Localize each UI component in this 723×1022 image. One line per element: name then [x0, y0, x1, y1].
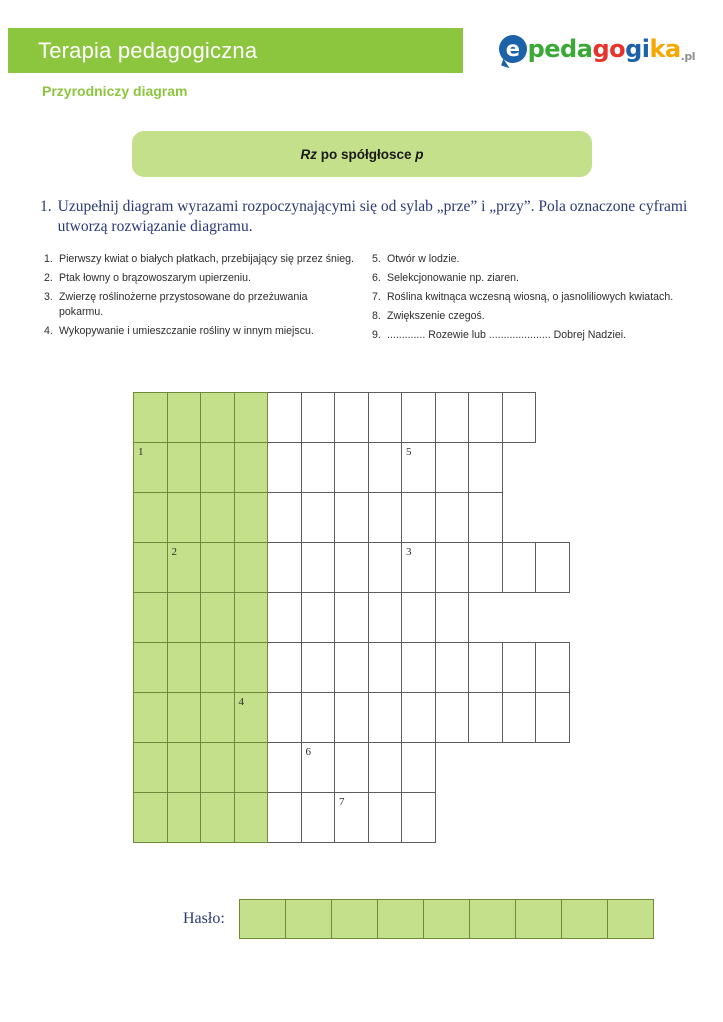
clue-number: 7. [372, 291, 381, 304]
crossword-cell[interactable] [401, 792, 436, 843]
crossword-cell-highlight[interactable] [200, 792, 235, 843]
clue-text: Zwierzę roślinożerne przystosowane do przeżuwania pokarmu. [59, 291, 308, 319]
crossword-cell-highlight[interactable] [200, 692, 235, 743]
topic-middle: po spółgłosce [316, 146, 416, 162]
logo-part-ka: ka [649, 35, 681, 63]
crossword-cell[interactable] [334, 492, 369, 543]
crossword-cell-highlight[interactable] [200, 442, 235, 493]
crossword-cell-highlight[interactable] [200, 592, 235, 643]
crossword-cell-highlight[interactable] [167, 542, 202, 593]
clue-text: Pierwszy kwiat o białych płatkach, przebijający się przez śnieg. [59, 253, 354, 265]
logo-part-go: go [592, 35, 626, 63]
crossword-cell[interactable] [401, 492, 436, 543]
haslo-cell[interactable] [377, 899, 424, 939]
crossword-cell-highlight[interactable] [200, 542, 235, 593]
clue-column-right [372, 252, 682, 347]
clue-number: 9. [372, 329, 381, 342]
crossword-cell[interactable] [334, 792, 369, 843]
haslo-label: Hasło: [183, 910, 225, 927]
haslo-cell[interactable] [561, 899, 608, 939]
crossword-cell[interactable] [468, 392, 503, 443]
haslo-cell[interactable] [331, 899, 378, 939]
haslo-cell[interactable] [423, 899, 470, 939]
crossword-cell[interactable] [267, 642, 302, 693]
clue-text: Roślina kwitnąca wczesną wiosną, o jasnoliliowych kwiatach. [387, 291, 674, 304]
crossword-cell-highlight[interactable] [133, 392, 168, 443]
crossword-cell[interactable] [301, 792, 336, 843]
haslo-answer-row [239, 899, 653, 939]
crossword-cell[interactable] [301, 592, 336, 643]
clue-item [372, 271, 682, 286]
crossword-cell[interactable] [468, 492, 503, 543]
logo-suffix: .pl [680, 50, 695, 63]
clue-number: 3. [44, 291, 53, 304]
crossword-cell-highlight[interactable] [167, 792, 202, 843]
crossword-cell[interactable] [267, 442, 302, 493]
crossword-cell[interactable] [468, 642, 503, 693]
crossword-cell[interactable] [502, 392, 537, 443]
clue-item [372, 290, 682, 305]
crossword-cell[interactable] [267, 592, 302, 643]
crossword-cell[interactable] [368, 692, 403, 743]
crossword-cell-highlight[interactable] [200, 492, 235, 543]
clue-item [372, 309, 682, 324]
crossword-cell[interactable] [468, 542, 503, 593]
crossword-cell[interactable] [368, 742, 403, 793]
clue-text: Zwiększenie czegoś. [387, 310, 485, 323]
crossword-cell[interactable] [267, 392, 302, 443]
crossword-cell-highlight[interactable] [167, 492, 202, 543]
crossword-cell[interactable] [502, 542, 537, 593]
crossword-cell[interactable] [535, 542, 570, 593]
logo-part-gi: gi [625, 35, 650, 63]
clue-lists [44, 252, 684, 347]
crossword-cell-highlight[interactable] [234, 692, 269, 743]
crossword-cell[interactable] [267, 792, 302, 843]
crossword-row [133, 742, 569, 792]
crossword-cell[interactable] [502, 642, 537, 693]
crossword-cell-number: 6 [305, 746, 311, 758]
crossword-cell[interactable] [301, 642, 336, 693]
epedagogika-logo [499, 32, 695, 66]
instruction-text: Uzupełnij diagram wyrazami rozpoczynającymi się od sylab „prze” i „przy”. Pola oznaczone cyframi utworzą rozwiązanie diagramu. [57, 198, 688, 236]
haslo-cell[interactable] [469, 899, 516, 939]
crossword-cell-highlight[interactable] [234, 492, 269, 543]
crossword-cell[interactable] [334, 642, 369, 693]
clue-item [44, 290, 354, 320]
crossword-cell-highlight[interactable] [133, 792, 168, 843]
crossword-cell[interactable] [468, 442, 503, 493]
crossword-cell[interactable] [301, 392, 336, 443]
clue-number: 4. [44, 325, 53, 338]
crossword-cell[interactable] [267, 492, 302, 543]
clue-text: Ptak łowny o brązowoszarym upierzeniu. [59, 272, 251, 285]
crossword-cell-highlight[interactable] [167, 592, 202, 643]
crossword-cell-highlight[interactable] [133, 692, 168, 743]
crossword-cell[interactable] [535, 642, 570, 693]
crossword-cell[interactable] [401, 642, 436, 693]
crossword-cell-highlight[interactable] [234, 642, 269, 693]
crossword-cell[interactable] [334, 392, 369, 443]
crossword-cell-number: 2 [171, 546, 177, 558]
crossword-cell[interactable] [435, 392, 470, 443]
crossword-row [133, 642, 569, 692]
crossword-cell[interactable] [301, 442, 336, 493]
crossword-cell[interactable] [435, 692, 470, 743]
crossword-cell[interactable] [435, 442, 470, 493]
crossword-cell[interactable] [401, 542, 436, 593]
crossword-cell-highlight[interactable] [167, 442, 202, 493]
crossword-cell-highlight[interactable] [133, 542, 168, 593]
crossword-cell[interactable] [368, 792, 403, 843]
crossword-cell-highlight[interactable] [234, 392, 269, 443]
crossword-cell[interactable] [301, 692, 336, 743]
crossword-cell-highlight[interactable] [234, 542, 269, 593]
crossword-cell-highlight[interactable] [200, 392, 235, 443]
logo-part-peda: peda [527, 35, 593, 63]
crossword-cell[interactable] [401, 392, 436, 443]
topic-prefix: Rz [300, 146, 317, 162]
crossword-cell-highlight[interactable] [200, 642, 235, 693]
crossword-cell[interactable] [334, 592, 369, 643]
crossword-cell[interactable] [435, 642, 470, 693]
page-title: Terapia pedagogiczna [38, 37, 258, 63]
crossword-cell-highlight[interactable] [167, 692, 202, 743]
crossword-cell-highlight[interactable] [133, 442, 168, 493]
crossword-cell[interactable] [334, 542, 369, 593]
topic-banner [132, 131, 592, 177]
instruction-number: 1. [40, 198, 52, 215]
crossword-row [133, 792, 569, 842]
crossword-row [133, 692, 569, 742]
crossword-cell[interactable] [301, 492, 336, 543]
clue-text: ............. Rozewie lub ..................... Dobrej Nadziei. [387, 329, 627, 342]
crossword-cell[interactable] [368, 492, 403, 543]
clue-text: Otwór w lodzie. [387, 253, 460, 265]
crossword-cell[interactable] [267, 742, 302, 793]
crossword-cell[interactable] [401, 692, 436, 743]
crossword-cell[interactable] [401, 442, 436, 493]
crossword-cell[interactable] [267, 692, 302, 743]
topic-label [300, 147, 423, 162]
haslo-cell[interactable] [515, 899, 562, 939]
crossword-cell[interactable] [301, 542, 336, 593]
crossword-cell[interactable] [401, 742, 436, 793]
clue-item [44, 271, 354, 286]
clue-item [44, 324, 354, 339]
crossword-cell[interactable] [368, 592, 403, 643]
crossword-row [133, 492, 569, 542]
crossword-cell[interactable] [368, 392, 403, 443]
crossword-row [133, 542, 569, 592]
clue-number: 6. [372, 272, 381, 285]
crossword-row [133, 392, 569, 442]
crossword-cell[interactable] [401, 592, 436, 643]
crossword-cell-highlight[interactable] [167, 392, 202, 443]
crossword-row [133, 442, 569, 492]
haslo-cell[interactable] [607, 899, 654, 939]
haslo-cell[interactable] [239, 899, 286, 939]
crossword-cell-highlight[interactable] [133, 642, 168, 693]
clue-text: Selekcjonowanie np. ziaren. [387, 272, 519, 285]
crossword-cell-number: 4 [238, 696, 244, 708]
crossword-cell[interactable] [368, 642, 403, 693]
crossword-cell[interactable] [435, 592, 470, 643]
crossword-cell[interactable] [368, 442, 403, 493]
clue-number: 8. [372, 310, 381, 323]
crossword-cell[interactable] [368, 542, 403, 593]
crossword-cell[interactable] [334, 692, 369, 743]
crossword-cell-highlight[interactable] [167, 642, 202, 693]
crossword-cell-number: 7 [339, 796, 345, 808]
clue-number: 1. [44, 253, 53, 265]
crossword-cell[interactable] [435, 492, 470, 543]
crossword-cell[interactable] [334, 442, 369, 493]
haslo-section [183, 899, 653, 939]
clue-number: 5. [372, 253, 381, 265]
haslo-cell[interactable] [285, 899, 332, 939]
crossword-cell-highlight[interactable] [234, 442, 269, 493]
crossword-cell-number: 5 [406, 446, 412, 458]
crossword-cell[interactable] [468, 692, 503, 743]
instruction-block [40, 197, 695, 237]
crossword-cell[interactable] [435, 542, 470, 593]
crossword-cell-highlight[interactable] [200, 742, 235, 793]
crossword-row [133, 592, 569, 642]
crossword-cell-highlight[interactable] [234, 792, 269, 843]
crossword-cell-number: 1 [138, 446, 144, 458]
crossword-cell-highlight[interactable] [234, 742, 269, 793]
crossword-cell[interactable] [502, 692, 537, 743]
crossword-cell[interactable] [535, 692, 570, 743]
crossword-cell-highlight[interactable] [133, 742, 168, 793]
crossword-cell[interactable] [301, 742, 336, 793]
clue-text: Wykopywanie i umieszczanie rośliny w innym miejscu. [59, 325, 314, 338]
clue-number: 2. [44, 272, 53, 285]
clue-item [372, 252, 682, 267]
logo-e-icon: e [499, 35, 527, 63]
crossword-grid [133, 392, 569, 842]
crossword-cell-highlight[interactable] [167, 742, 202, 793]
crossword-cell-number: 3 [406, 546, 412, 558]
clue-item [44, 252, 354, 267]
crossword-cell-highlight[interactable] [234, 592, 269, 643]
worksheet-subtitle: Przyrodniczy diagram [42, 83, 188, 99]
crossword-cell[interactable] [334, 742, 369, 793]
clue-item [372, 328, 682, 343]
page-header [0, 28, 723, 73]
clue-column-left [44, 252, 354, 347]
topic-suffix: p [415, 146, 424, 162]
crossword-cell[interactable] [267, 542, 302, 593]
crossword-cell-highlight[interactable] [133, 492, 168, 543]
crossword-cell-highlight[interactable] [133, 592, 168, 643]
